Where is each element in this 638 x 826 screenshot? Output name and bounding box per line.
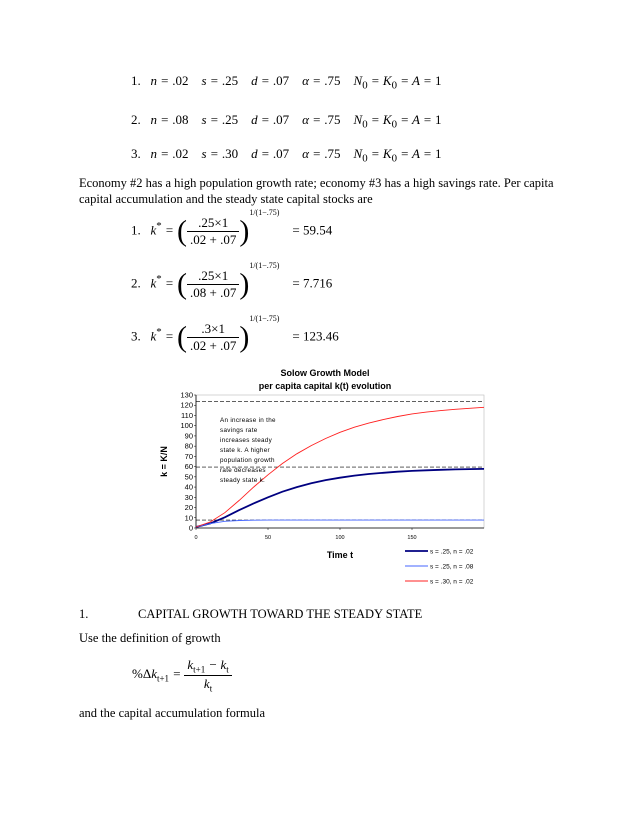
- x-tick-label: 0: [194, 535, 198, 541]
- paragraph-definition: Use the definition of growth: [79, 631, 221, 645]
- steady-state-eq-1: 1. k* = ( $\frac{.25\times 1}{.02 + .07}$ )$^{1/(1-.75)}$ = 59.54: [131, 208, 333, 248]
- x-tick-label: 150: [407, 535, 417, 541]
- annotation-line: state k. A higher: [220, 447, 270, 454]
- annotation-line: An increase in the: [220, 417, 276, 424]
- growth-formula: $\%\Delta k_{t+1}$ = $\frac{k_{t+1} - k_t}{k_t}$: [132, 657, 232, 693]
- y-tick-label: 30: [184, 492, 193, 502]
- legend-entry: s = .25, n = .02: [430, 548, 474, 556]
- chart-subtitle: per capita capital k(t) evolution: [258, 381, 392, 391]
- y-tick-label: 120: [180, 400, 193, 410]
- y-tick-label: 110: [181, 410, 193, 420]
- y-tick-label: 100: [180, 421, 193, 431]
- annotation-line: steady state k.: [220, 477, 266, 484]
- annotation-line: rate decreases: [220, 467, 266, 474]
- solow-chart: [150, 365, 500, 593]
- paragraph-accumulation: and the capital accumulation formula: [79, 706, 266, 720]
- x-tick-label: 100: [335, 535, 345, 541]
- steady-state-eq-3: 3. k* = ( $\frac{.3\times 1}{.02 + .07}$ )$^{1/(1-.75)}$ = 123.46: [131, 314, 339, 354]
- section-title: CAPITAL GROWTH TOWARD THE STEADY STATE: [138, 607, 423, 621]
- x-tick-label: 50: [264, 535, 272, 541]
- y-tick-label: 0: [188, 523, 193, 533]
- parameter-line-3: 3. n = .02 s = .30 d = .07 α = .75 $N_0 = K_0 = A = 1$: [131, 146, 442, 165]
- legend-entry: s = .25, n = .08: [430, 563, 474, 571]
- legend-entry: s = .30, n = .02: [430, 578, 474, 586]
- y-tick-label: 60: [184, 462, 193, 472]
- parameter-line-2: 2. n = .08 s = .25 d = .07 α = .75 $N_0 = K_0 = A = 1$: [131, 112, 442, 131]
- y-tick-label: 130: [180, 390, 193, 400]
- y-tick-label: 80: [184, 441, 193, 451]
- y-tick-label: 50: [184, 472, 193, 482]
- chart-svg: [150, 365, 500, 593]
- annotation-line: population growth: [220, 457, 275, 464]
- y-axis-label: k = K/N: [159, 446, 169, 477]
- annotation-line: savings rate: [220, 427, 258, 434]
- section-number: 1.: [79, 607, 89, 621]
- parameter-line-1: 1. n = .02 s = .25 d = .07 α = .75 $N_0 = K_0 = A = 1$: [131, 73, 442, 92]
- x-axis-label: Time t: [326, 550, 354, 560]
- series-line: [196, 520, 484, 527]
- annotation-line: increases steady: [220, 437, 273, 444]
- chart-title: Solow Growth Model: [280, 368, 370, 378]
- paragraph-economies: Economy #2 has a high population growth rate; economy #3 has a high savings rate. Per capita capital accumulation and the steady state capital stocks are: [79, 176, 554, 206]
- y-tick-label: 40: [184, 482, 193, 492]
- y-tick-label: 70: [184, 451, 193, 461]
- steady-state-eq-2: 2. k* = ( $\frac{.25\times 1}{.08 + .07}$ )$^{1/(1-.75)}$ = 7.716: [131, 261, 333, 301]
- section-heading: [79, 606, 423, 622]
- y-tick-label: 10: [184, 513, 193, 523]
- y-tick-label: 20: [184, 503, 193, 513]
- y-tick-label: 90: [184, 431, 193, 441]
